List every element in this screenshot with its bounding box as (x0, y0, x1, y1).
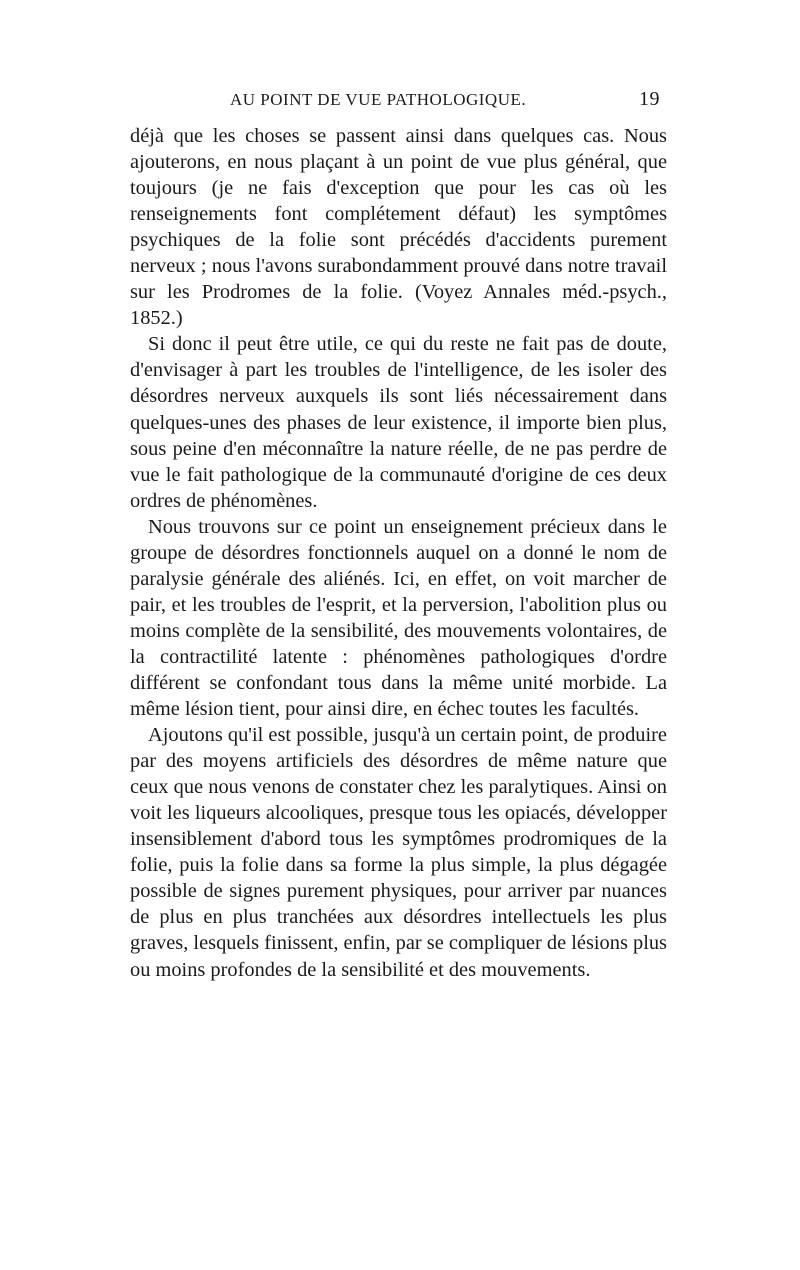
running-head (130, 90, 660, 114)
paragraph-2: Si donc il peut être utile, ce qui du reste ne fait pas de doute, d'envisager à part les troubles de l'intelligence, de les isoler des désordres nerveux auxquels ils sont liés nécessairement dans quelques-unes des phases de leur existence, il importe bien plus, sous peine d'en méconnaître la nature réelle, de ne pas perdre de vue le fait pathologique de la communauté d'origine de ces deux ordres de phénomènes. (130, 333, 667, 512)
paragraph-1: déjà que les choses se passent ainsi dans quelques cas. Nous ajouterons, en nous plaçant à un point de vue plus général, que toujours (je ne fais d'exception que pour les cas où les renseignements font complétement défaut) les symptômes psychiques de la folie sont précédés d'accidents purement nerveux ; nous l'avons surabondamment prouvé dans notre travail sur les Prodromes de la folie. (Voyez Annales méd.-psych., 1852.) (130, 125, 667, 330)
page-number: 19 (639, 88, 660, 110)
running-title: AU POINT DE VUE PATHOLOGIQUE. (230, 90, 527, 109)
paragraph-3: Nous trouvons sur ce point un enseignement précieux dans le groupe de désordres fonctionnels auquel on a donné le nom de paralysie générale des aliénés. Ici, en effet, on voit marcher de pair, et les troubles de l'esprit, et la perversion, l'abolition plus ou moins complète de la sensibilité, des mouvements volontaires, de la contractilité latente : phénomènes pathologiques d'ordre différent se confondant tous dans la même unité morbide. La même lésion tient, pour ainsi dire, en échec toutes les facultés. (130, 515, 667, 721)
body-text (130, 123, 667, 983)
paragraph-4: Ajoutons qu'il est possible, jusqu'à un certain point, de produire par des moyens artificiels des désordres de même nature que ceux que nous venons de constater chez les paralytiques. Ainsi on voit les liqueurs alcooliques, presque tous les opiacés, développer insensiblement d'abord tous les symptômes prodromiques de la folie, puis la folie dans sa forme la plus simple, la plus dégagée possible de signes purement physiques, pour arriver par nuances de plus en plus tranchées aux désordres intellectuels les plus graves, lesquels finissent, enfin, par se compliquer de lésions plus ou moins profondes de la sensibilité et des mouvements. (130, 724, 667, 981)
